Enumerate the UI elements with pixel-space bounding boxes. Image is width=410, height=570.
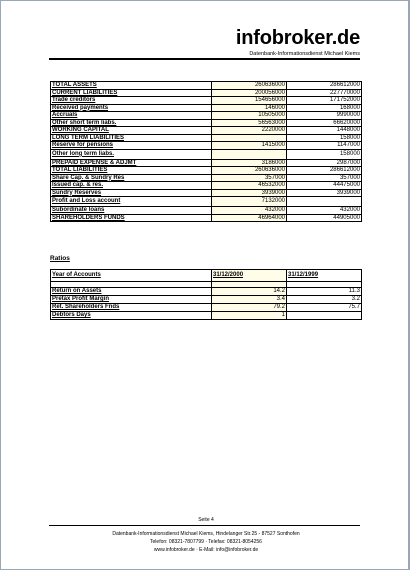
- row-label: Pretax Profit Margin: [51, 296, 212, 304]
- row-value-1: 3939000: [212, 189, 287, 197]
- table-row: [51, 134, 362, 142]
- row-label: Sundry Reserves: [51, 189, 212, 197]
- row-value-1: 14.2: [212, 288, 287, 296]
- table-row: [51, 89, 362, 97]
- row-value-2: 1147000: [287, 142, 362, 150]
- row-value-1: 56563000: [212, 119, 287, 127]
- page-number: Seite 4: [198, 517, 214, 523]
- row-value-1: 3186000: [212, 159, 287, 167]
- row-label: LONG TERM LIABILITIES: [51, 134, 212, 142]
- brand-logo-text: infobroker.de: [235, 27, 360, 49]
- table-row: [51, 104, 362, 112]
- footer-web: www.infobroker.de · E-Mail: info@infobroker.de: [153, 547, 259, 553]
- row-value-2: 75.7: [287, 304, 362, 312]
- row-label: Ret. Shareholders Fnds: [51, 304, 212, 312]
- table-row: [51, 288, 362, 296]
- row-label: Reserve for pensions: [51, 142, 212, 150]
- row-value-1: 7132000: [212, 197, 287, 207]
- row-value-2: 3.2: [287, 296, 362, 304]
- ratios-header-year-2: 31/12/1999: [287, 270, 362, 282]
- row-value-1: 260636000: [212, 167, 287, 175]
- table-row: [51, 304, 362, 312]
- row-value-1: 1415000: [212, 142, 287, 150]
- row-label: Debtors Days: [51, 312, 212, 320]
- footer-phone: Telefon: 08321-7807799 · Telefax: 08321-8054256: [150, 539, 262, 545]
- row-label: Trade creditors: [51, 97, 212, 105]
- table-row: [51, 142, 362, 150]
- row-value-2: 227770000: [287, 89, 362, 97]
- row-label: Issued cap. & res.: [51, 182, 212, 190]
- header-divider: [49, 58, 360, 60]
- row-value-1: 79.2: [212, 304, 287, 312]
- ratios-heading: Ratios: [50, 255, 70, 262]
- row-value-1: 146000: [212, 104, 287, 112]
- row-value-2: 44905000: [287, 214, 362, 222]
- balance-sheet-table: [50, 81, 362, 222]
- row-label: TOTAL ASSETS: [51, 82, 212, 90]
- row-label: Share Cap. & Sundry Res: [51, 174, 212, 182]
- row-value-2: 168000: [287, 104, 362, 112]
- row-label: SHAREHOLDERS FUNDS: [51, 214, 212, 222]
- ratios-header-row: [51, 270, 362, 282]
- table-row: [51, 149, 362, 159]
- row-value-2: 432000: [287, 207, 362, 215]
- footer-divider: [49, 525, 360, 526]
- table-row: [51, 197, 362, 207]
- table-row: [51, 119, 362, 127]
- row-label: CURRENT LIABILITIES: [51, 89, 212, 97]
- table-row: [51, 127, 362, 135]
- table-row: [51, 167, 362, 175]
- row-value-2: 357000: [287, 174, 362, 182]
- row-label: WORKING CAPITAL: [51, 127, 212, 135]
- table-row: [51, 182, 362, 190]
- table-row: [51, 312, 362, 320]
- row-value-2: 3939000: [287, 189, 362, 197]
- table-row: [51, 82, 362, 90]
- row-label: PREPAID EXPENSE & ADJMT: [51, 159, 212, 167]
- row-value-1: 154656000: [212, 97, 287, 105]
- row-value-2: 2987000: [287, 159, 362, 167]
- row-value-1: 260636000: [212, 82, 287, 90]
- row-value-1: 46532000: [212, 182, 287, 190]
- table-row: [51, 112, 362, 120]
- row-label: Other long term liabs.: [51, 149, 212, 159]
- row-label: Profit and Loss account: [51, 197, 212, 207]
- row-value-2: 286612000: [287, 82, 362, 90]
- row-value-1: 200056000: [212, 89, 287, 97]
- table-row: [51, 97, 362, 105]
- row-label: Other short term liabs.: [51, 119, 212, 127]
- row-value-2: 66620000: [287, 119, 362, 127]
- row-value-2: 171752000: [287, 97, 362, 105]
- row-value-2: 11.3: [287, 288, 362, 296]
- row-value-2: 44475000: [287, 182, 362, 190]
- table-row: [51, 189, 362, 197]
- footer-address: Datenbank-Informationsdienst Michael Kiems, Hindelanger Str.25 - 87527 Sonthofen: [112, 531, 300, 537]
- row-label: Received payments: [51, 104, 212, 112]
- row-value-1: 432000: [212, 207, 287, 215]
- row-value-1: [212, 149, 287, 159]
- table-row: [51, 159, 362, 167]
- row-label: Subordinate loans: [51, 207, 212, 215]
- ratios-header-year-1: 31/12/2000: [212, 270, 287, 282]
- row-value-1: 46964000: [212, 214, 287, 222]
- brand-subtitle: Datenbank-Informationsdienst Michael Kiems: [249, 51, 360, 57]
- row-value-1: 2220000: [212, 127, 287, 135]
- row-value-1: [212, 134, 287, 142]
- row-value-2: [287, 312, 362, 320]
- row-label: TOTAL LIABILITIES: [51, 167, 212, 175]
- row-value-1: 357000: [212, 174, 287, 182]
- table-row: [51, 214, 362, 222]
- row-value-2: 158000: [287, 149, 362, 159]
- row-value-2: 158000: [287, 134, 362, 142]
- row-value-2: [287, 197, 362, 207]
- table-row: [51, 174, 362, 182]
- row-label: Accruals: [51, 112, 212, 120]
- row-value-1: 1: [212, 312, 287, 320]
- row-label: Return on Assets: [51, 288, 212, 296]
- row-value-2: 9990000: [287, 112, 362, 120]
- ratios-header-label: Year of Accounts: [51, 270, 212, 282]
- row-value-2: 286612000: [287, 167, 362, 175]
- row-value-1: 10505000: [212, 112, 287, 120]
- table-row: [51, 296, 362, 304]
- table-row: [51, 207, 362, 215]
- row-value-2: 1448000: [287, 127, 362, 135]
- ratios-table: [50, 269, 362, 320]
- row-value-1: 3.4: [212, 296, 287, 304]
